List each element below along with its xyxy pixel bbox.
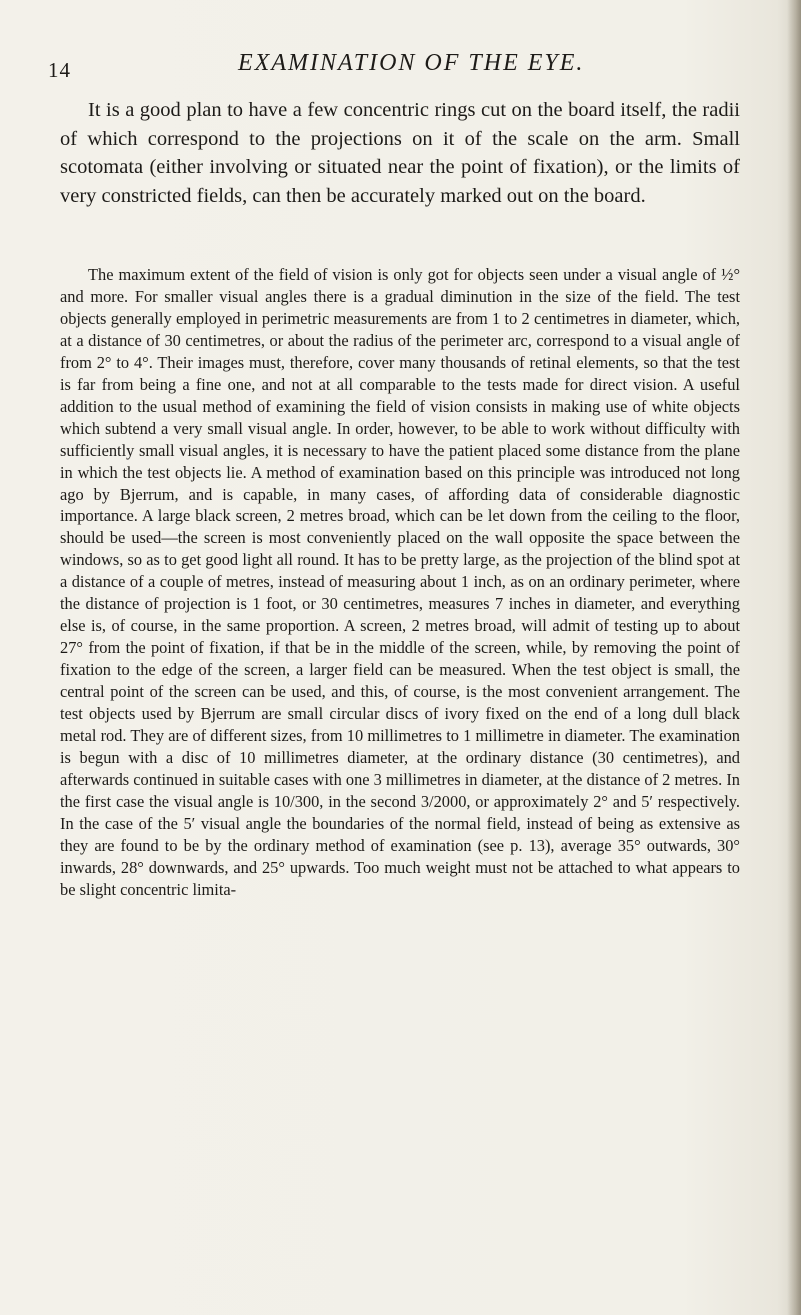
paragraph-2: The maximum extent of the field of vision is only got for objects seen under a visual angle of ½° and more. For smaller visual angles there is a gradual diminution in the size of the field. The test objects generally employed in perimetric measurements are from 1 to 2 centimetres in diameter, which, at a distance of 30 centimetres, or about the radius of the perimeter arc, correspond to a visual angle of from 2° to 4°. Their images must, therefore, cover many thousands of retinal elements, so that the test is far from being a fine one, and not at all comparable to the tests made for direct vision. A useful addition to the usual method of examining the field of vision consists in making use of white objects which subtend a very small visual angle. In order, however, to be able to work without difficulty with sufficiently small visual angles, it is necessary to have the patient placed some distance from the plane in which the test objects lie. A method of examination based on this principle was introduced not long ago by Bjerrum, and is capable, in many cases, of affording data of considerable diagnostic importance. A large black screen, 2 metres broad, which can be let down from the ceiling to the floor, should be used—the screen is most conveniently placed on the wall opposite the space between the windows, so as to get good light all round. It has to be pretty large, as the projection of the blind spot at a distance of a couple of metres, instead of measuring about 1 inch, as on an ordinary perimeter, where the distance of projection is 1 foot, or 30 centimetres, measures 7 inches in diameter, and everything else is, of course, in the same proportion. A screen, 2 metres broad, will admit of testing up to about 27° from the point of fixation, if that be in the middle of the screen, while, by removing the point of fixation to the edge of the screen, a larger field can be measured. When the test object is small, the central point of the screen can be used, and this, of course, is the most convenient arrangement. The test objects used by Bjerrum are small circular discs of ivory fixed on the end of a long dull black metal rod. They are of different sizes, from 10 millimetres to 1 millimetre in diameter. The examination is begun with a disc of 10 millimetres diameter, at the ordinary distance (30 centimetres), and afterwards continued in suitable cases with one 3 millimetres in diameter, at the distance of 2 metres. In the first case the visual angle is 10/300, in the second 3/2000, or approximately 2° and 5′ respectively. In the case of the 5′ visual angle the boundaries of the normal field, instead of being as extensive as they are found to be by the ordinary method of examination (see p. 13), average 35° outwards, 30° inwards, 28° downwards, and 25° upwards. Too much weight must not be attached to what appears to be slight concentric limita- xyxy=(60,265,740,899)
running-title: EXAMINATION OF THE EYE. xyxy=(238,50,585,76)
paragraph-1: It is a good plan to have a few concentric rings cut on the board itself, the radii of which correspond to the projections on it of the scale on the arm. Small scotomata (either involving or situated near the point of fixation), or the limits of very constricted fields, can then be accurately marked out on the board. xyxy=(60,99,740,207)
running-head xyxy=(48,50,748,80)
page-number: 14 xyxy=(48,58,71,82)
page-edge-shadow xyxy=(787,0,801,1315)
